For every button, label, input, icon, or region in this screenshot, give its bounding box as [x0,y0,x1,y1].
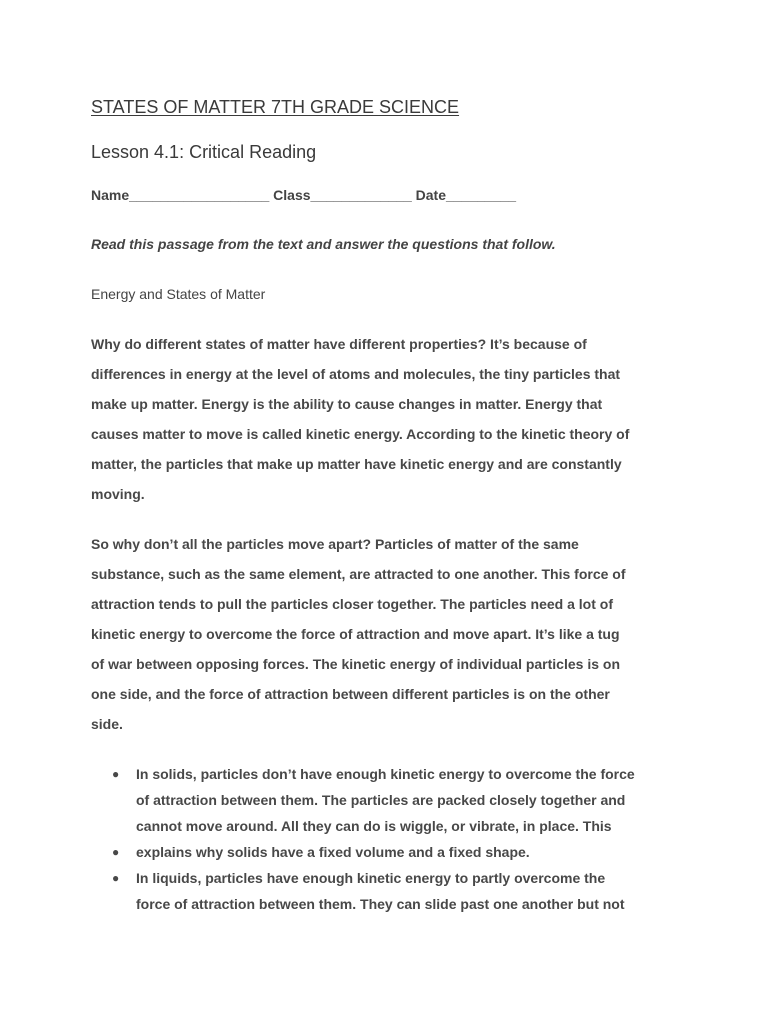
list-item-continuation [91,792,691,818]
paragraph-line: moving. [91,486,145,502]
section-heading: Energy and States of Matter [91,286,266,302]
reading-instruction: Read this passage from the text and answer the questions that follow. [91,236,556,252]
list-item-continuation [91,818,691,844]
list-item [91,844,691,870]
paragraph-line: matter, the particles that make up matter have kinetic energy and are constantly [91,456,622,472]
paragraph-line: of war between opposing forces. The kinetic energy of individual particles is on [91,656,620,672]
list-item [91,766,691,792]
name-class-date-fields: Name__________________ Class_____________ Date_________ [91,187,517,203]
bullet-list [91,766,691,922]
paragraph-line: substance, such as the same element, are attracted to one another. This force of [91,566,626,582]
list-item-text: In solids, particles don’t have enough kinetic energy to overcome the force [136,766,635,782]
paragraph-line: make up matter. Energy is the ability to cause changes in matter. Energy that [91,396,603,412]
passage-paragraph-2 [91,536,691,746]
paragraph-line: kinetic energy to overcome the force of attraction and move apart. It’s like a tug [91,626,620,642]
bullet-icon: ● [112,871,120,885]
document-title: STATES OF MATTER 7TH GRADE SCIENCE [91,97,460,117]
passage-paragraph-1 [91,336,691,516]
bullet-icon: ● [112,845,120,859]
list-item-text: cannot move around. All they can do is wiggle, or vibrate, in place. This [136,818,612,834]
list-item-continuation [91,896,691,922]
paragraph-line: side. [91,716,123,732]
paragraph-line: differences in energy at the level of atoms and molecules, the tiny particles that [91,366,621,382]
paragraph-line: one side, and the force of attraction between different particles is on the other [91,686,610,702]
paragraph-line: attraction tends to pull the particles closer together. The particles need a lot of [91,596,613,612]
paragraph-line: So why don’t all the particles move apart? Particles of matter of the same [91,536,579,552]
lesson-heading: Lesson 4.1: Critical Reading [91,142,317,162]
list-item [91,870,691,896]
paragraph-line: causes matter to move is called kinetic energy. According to the kinetic theory of [91,426,630,442]
list-item-text: of attraction between them. The particles are packed closely together and [136,792,626,808]
list-item-text: explains why solids have a fixed volume and a fixed shape. [136,844,530,860]
bullet-icon: ● [112,767,120,781]
paragraph-line: Why do different states of matter have different properties? It’s because of [91,336,587,352]
list-item-text: In liquids, particles have enough kinetic energy to partly overcome the [136,870,606,886]
list-item-text: force of attraction between them. They can slide past one another but not [136,896,625,912]
